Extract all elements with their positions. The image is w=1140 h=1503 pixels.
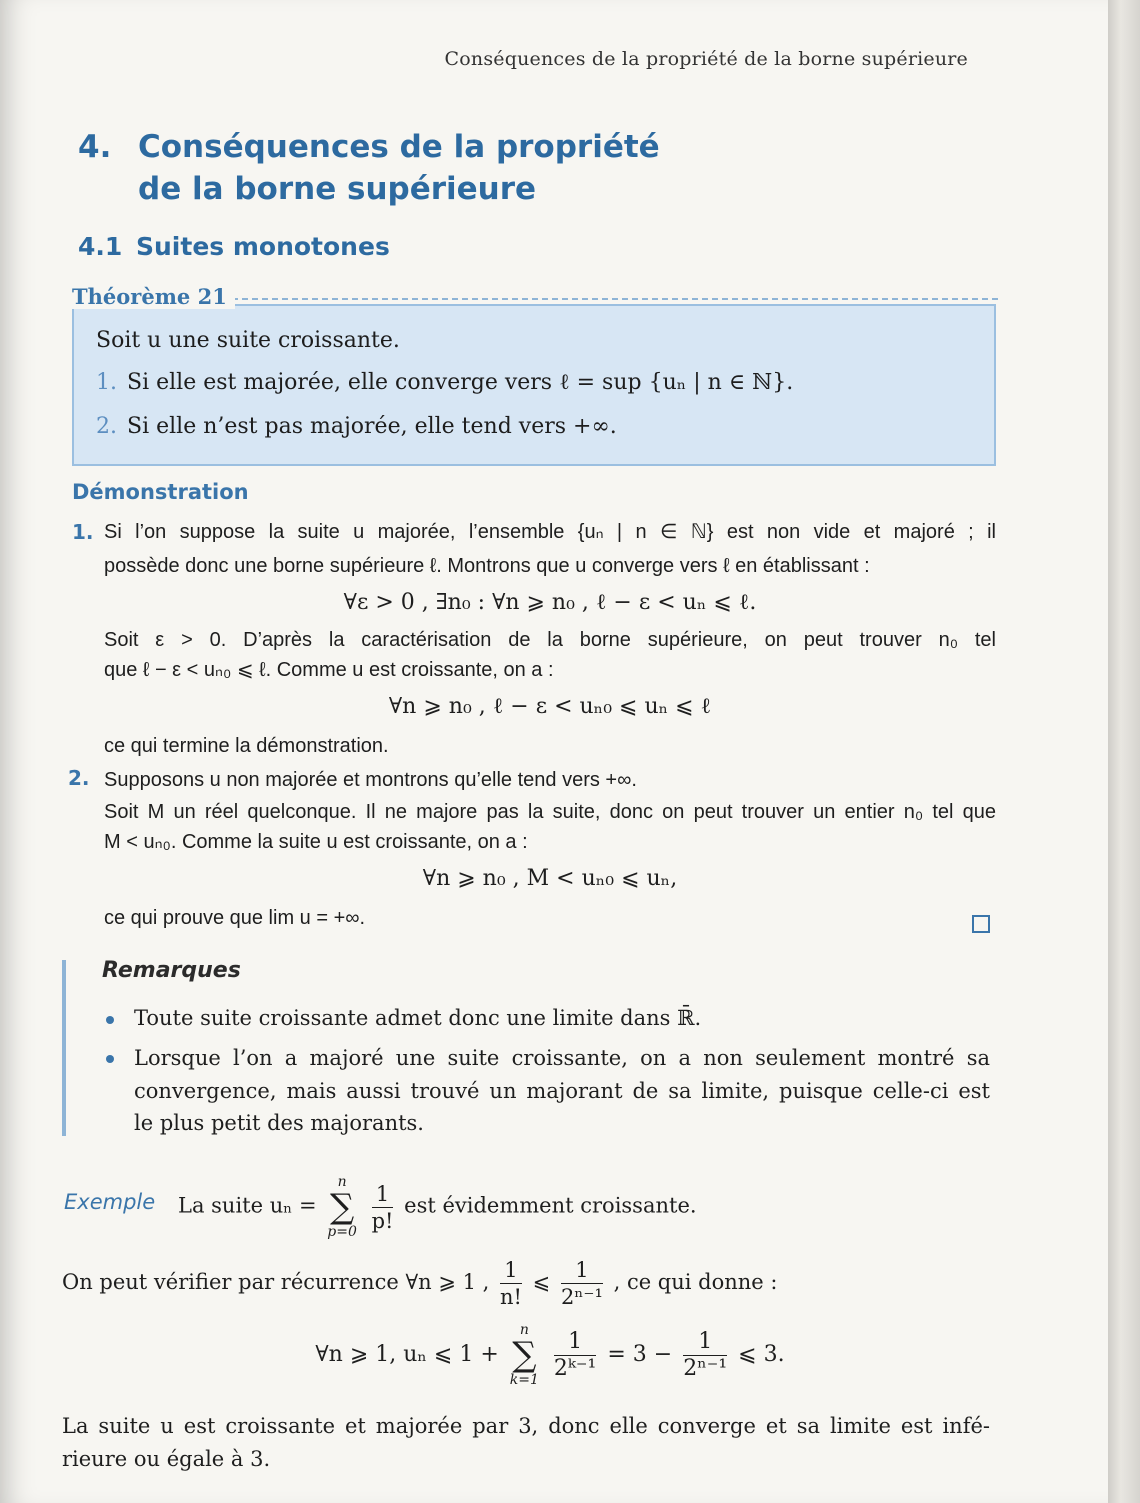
fraction-den: 2ᵏ⁻¹ [553, 1355, 597, 1381]
example-label: Exemple [64, 1190, 156, 1214]
sum-operator [510, 1322, 539, 1388]
fraction-num: 1 [683, 1329, 727, 1356]
section-title-line1: Conséquences de la propriété [138, 129, 660, 165]
eq4-mid: = 3 − [607, 1342, 673, 1367]
remarks-title: Remarques [102, 958, 241, 983]
demo-item-number: 2. [68, 766, 90, 790]
fraction-den: 2ⁿ⁻¹ [683, 1355, 728, 1381]
rec-post: , ce qui donne : [613, 1270, 778, 1294]
equation-3: ∀n ⩾ n₀ , M < uₙ₀ ⩽ uₙ, [422, 866, 678, 891]
theorem-item-number: 1. [96, 370, 117, 395]
demo-p2-line4: ce qui prouve que lim u = +∞. [104, 907, 366, 929]
recurrence-line [62, 1252, 992, 1312]
theorem-item-1 [96, 368, 793, 398]
theorem-item-text: Si elle est majorée, elle converge vers ℓ = sup {uₙ | n ∈ ℕ}. [127, 370, 794, 395]
remark-2-line1: Lorsque l’on a majoré une suite croissante, on a non seulement montré sa [134, 1046, 990, 1070]
running-head: Conséquences de la propriété de la borne supérieure [444, 48, 968, 70]
demonstration-label: Démonstration [72, 480, 249, 504]
rec-leq: ⩽ [532, 1270, 551, 1294]
eq4-post: ⩽ 3. [738, 1342, 785, 1367]
fraction-num: 1 [554, 1329, 596, 1356]
example-pre: La suite uₙ = [178, 1193, 317, 1218]
book-gutter [1108, 0, 1140, 1503]
fraction-num: 1 [372, 1181, 394, 1208]
example-post: est évidemment croissante. [404, 1193, 697, 1218]
fraction-num: 1 [561, 1257, 603, 1284]
demo-p1-line5: ce qui termine la démonstration. [104, 735, 389, 757]
demo-p1-line2: possède donc une borne supérieure ℓ. Montrons que u converge vers ℓ en établissant : [104, 555, 870, 577]
theorem-item-number: 2. [96, 414, 117, 439]
remark-2-line2: convergence, mais aussi trouvé un majorant de sa limite, puisque celle-ci est [134, 1079, 990, 1103]
remarks-sidebar [62, 960, 66, 1136]
fraction [554, 1329, 596, 1382]
fraction-den: n! [500, 1285, 522, 1309]
sum-top: n [337, 1174, 347, 1190]
remark-2-line3: le plus petit des majorants. [134, 1111, 424, 1135]
equation-4 [104, 1322, 996, 1388]
demo-p2-line3: M < uₙ₀. Comme la suite u est croissante, on a : [104, 831, 528, 853]
demo-p2-line2: Soit M un réel quelconque. Il ne majore pas la suite, donc on peut trouver un entier n₀ tel que [104, 801, 996, 823]
conclusion-line2: rieure ou égale à 3. [62, 1447, 271, 1471]
example-statement [178, 1174, 978, 1240]
section-title-line2: de la borne supérieure [138, 171, 537, 207]
theorem-item-text: Si elle n’est pas majorée, elle tend vers +∞. [127, 414, 617, 439]
rec-pre: On peut vérifier par récurrence ∀n ⩾ 1 , [62, 1270, 490, 1294]
fraction-num: 1 [500, 1257, 522, 1284]
fraction [372, 1181, 394, 1234]
subsection-number: 4.1 [78, 232, 123, 261]
bullet-icon [106, 1055, 114, 1063]
fraction [561, 1257, 603, 1310]
sigma-icon: ∑ [512, 1335, 537, 1375]
remark-1: Toute suite croissante admet donc une limite dans ℝ̄. [134, 1006, 702, 1030]
theorem-item-2 [96, 412, 617, 442]
theorem-rule [222, 298, 998, 300]
sum-bottom: k=1 [509, 1372, 539, 1388]
sum-bottom: p=0 [327, 1224, 357, 1240]
fraction [500, 1257, 522, 1310]
bullet-icon [106, 1016, 114, 1024]
sum-operator [327, 1174, 357, 1240]
demo-p2-line1: Supposons u non majorée et montrons qu’elle tend vers +∞. [104, 769, 637, 791]
section-number: 4. [78, 129, 112, 165]
demo-item-number: 1. [72, 520, 94, 544]
equation-1: ∀ε > 0 , ∃n₀ : ∀n ⩾ n₀ , ℓ − ε < uₙ ⩽ ℓ. [343, 590, 757, 615]
sigma-icon: ∑ [329, 1187, 355, 1227]
fraction-den: 2ⁿ⁻¹ [560, 1285, 603, 1309]
fraction-den: p! [371, 1208, 394, 1233]
theorem-label: Théorème 21 [72, 284, 235, 309]
qed-square-icon [972, 915, 990, 933]
sum-top: n [519, 1322, 529, 1338]
demo-p1-line1: Si l’on suppose la suite u majorée, l’ensemble {uₙ | n ∈ ℕ} est non vide et majoré ; il [104, 521, 996, 543]
theorem-intro: Soit u une suite croissante. [96, 328, 400, 353]
eq4-pre: ∀n ⩾ 1, uₙ ⩽ 1 + [315, 1342, 499, 1367]
fraction [683, 1329, 727, 1382]
equation-2: ∀n ⩾ n₀ , ℓ − ε < uₙ₀ ⩽ uₙ ⩽ ℓ [388, 694, 712, 719]
conclusion-line1: La suite u est croissante et majorée par 3, donc elle converge et sa limite est infé- [62, 1414, 990, 1438]
demo-p1-line4: que ℓ − ε < uₙ₀ ⩽ ℓ. Comme u est croissante, on a : [104, 659, 554, 681]
demo-p1-line3: Soit ε > 0. D’après la caractérisation de la borne supérieure, on peut trouver n₀ tel [104, 629, 996, 651]
subsection-title: Suites monotones [136, 232, 390, 261]
